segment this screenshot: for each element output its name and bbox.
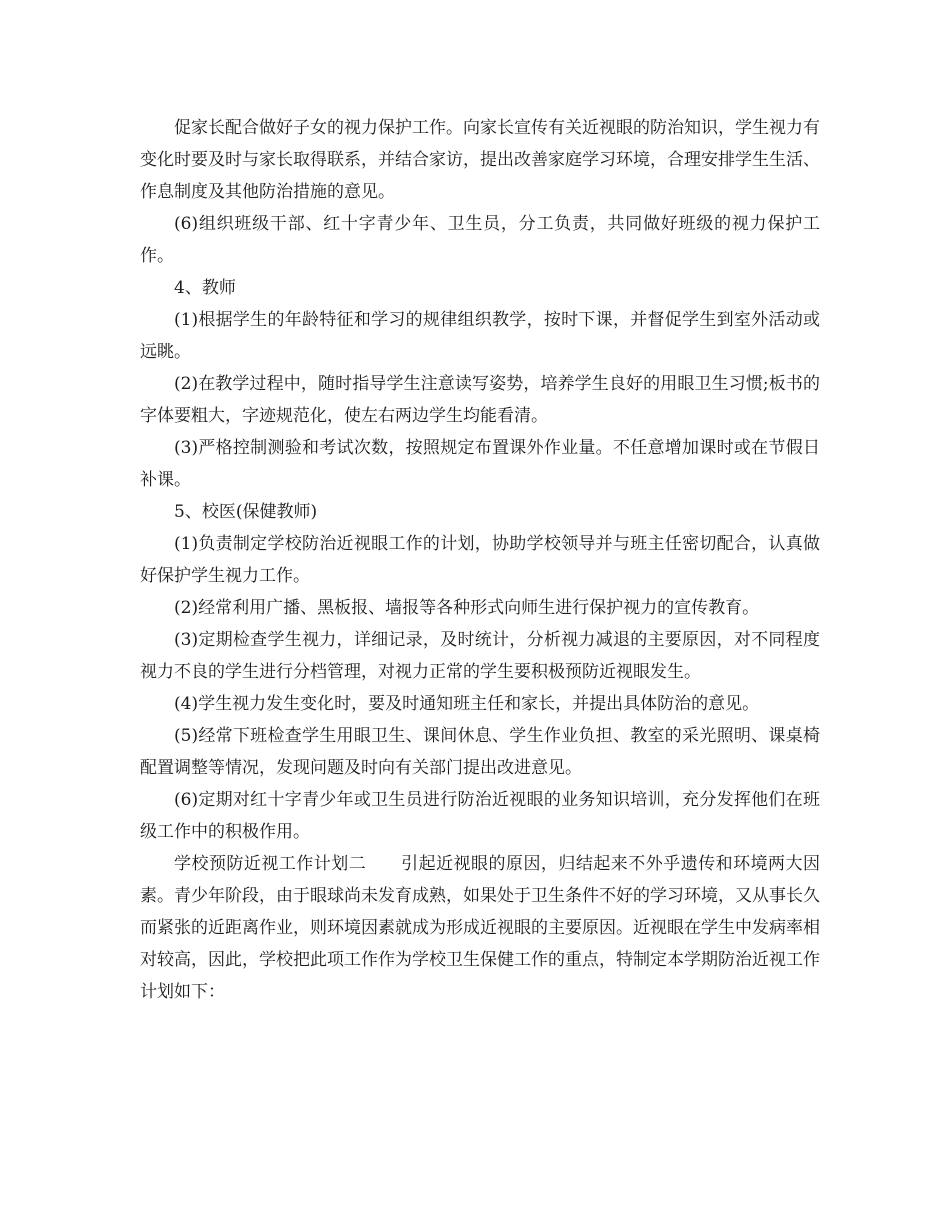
paragraph-doctor-1: (1)负责制定学校防治近视眼工作的计划，协助学校领导并与班主任密切配合，认真做好保护学生视力工作。 xyxy=(140,534,820,586)
paragraph-doctor-5: (5)经常下班检查学生用眼卫生、课间休息、学生作业负担、教室的采光照明、课桌椅配置调整等情况，发现问题及时向有关部门提出改进意见。 xyxy=(140,726,820,778)
paragraph-teacher-3: (3)严格控制测验和考试次数，按照规定布置课外作业量。不任意增加课时或在节假日补课。 xyxy=(140,438,820,490)
paragraph-doctor-2: (2)经常利用广播、黑板报、墙报等各种形式向师生进行保护视力的宣传教育。 xyxy=(174,598,760,618)
section-heading-school-doctor: 5、校医(保健教师) xyxy=(174,502,318,522)
document-body xyxy=(140,112,820,1008)
paragraph-teacher-2: (2)在教学过程中，随时指导学生注意读写姿势，培养学生良好的用眼卫生习惯;板书的字体要粗大，字迹规范化，使左右两边学生均能看清。 xyxy=(140,374,820,426)
paragraph-doctor-4: (4)学生视力发生变化时，要及时通知班主任和家长，并提出具体防治的意见。 xyxy=(174,694,760,714)
paragraph-parent-cooperation: 促家长配合做好子女的视力保护工作。向家长宣传有关近视眼的防治知识，学生视力有变化时要及时与家长取得联系，并结合家访，提出改善家庭学习环境，合理安排学生生活、作息制度及其他防治措施的意见。 xyxy=(140,118,820,202)
paragraph-teacher-1: (1)根据学生的年龄特征和学习的规律组织教学，按时下课，并督促学生到室外活动或远眺。 xyxy=(140,310,820,362)
paragraph-doctor-3: (3)定期检查学生视力，详细记录，及时统计，分析视力减退的主要原因，对不同程度视力不良的学生进行分档管理，对视力正常的学生要积极预防近视眼发生。 xyxy=(140,630,820,682)
paragraph-plan-two-intro: 学校预防近视工作计划二 引起近视眼的原因，归结起来不外乎遗传和环境两大因素。青少年阶段，由于眼球尚未发育成熟，如果处于卫生条件不好的学习环境，又从事长久而紧张的近距离作业，则环境因素就成为形成近视眼的主要原因。近视眼在学生中发病率相对较高，因此，学校把此项工作作为学校卫生保健工作的重点，特制定本学期防治近视工作计划如下： xyxy=(140,854,820,1002)
paragraph-class-cadres: (6)组织班级干部、红十字青少年、卫生员，分工负责，共同做好班级的视力保护工作。 xyxy=(140,214,820,266)
section-heading-teachers: 4、教师 xyxy=(174,278,236,298)
paragraph-doctor-6: (6)定期对红十字青少年或卫生员进行防治近视眼的业务知识培训，充分发挥他们在班级工作中的积极作用。 xyxy=(140,790,820,842)
